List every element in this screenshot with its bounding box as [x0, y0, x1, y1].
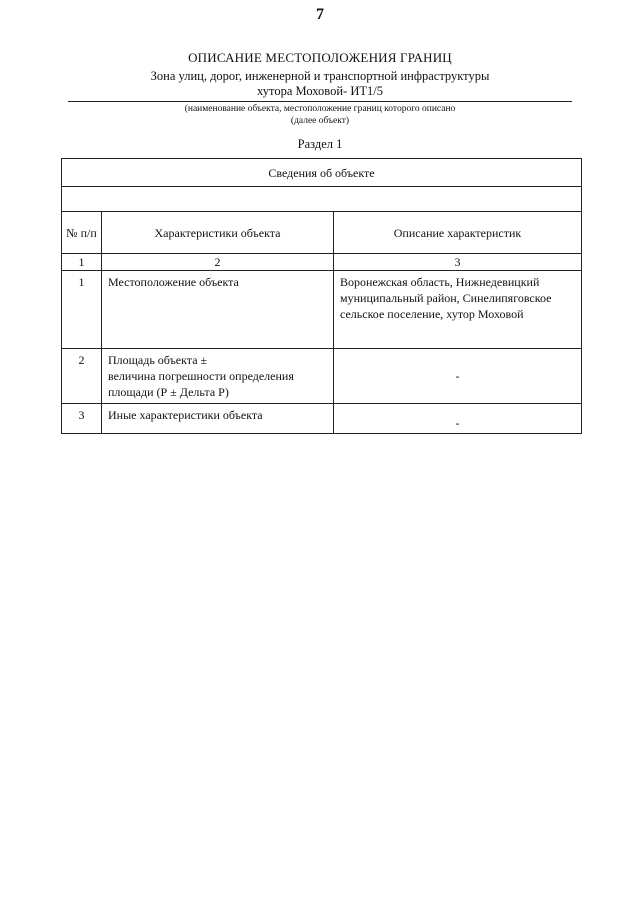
row-2-num: 2 — [78, 353, 85, 367]
underline-rule — [68, 101, 572, 102]
header-description: Описание характеристик — [334, 212, 582, 254]
object-name-caption — [0, 103, 640, 127]
row-2-characteristic-line-1: Площадь объекта ± — [108, 353, 208, 367]
row-2-characteristic-line-2: величина погрешности определения площади (Р ± Дельта Р) — [108, 369, 294, 399]
caption-line-1: (наименование объекта, местоположение границ которого описано — [184, 104, 456, 114]
object-name-line-2: хутора Моховой- ИТ1/5 — [257, 84, 383, 98]
object-name — [0, 69, 640, 99]
row-3-num: 3 — [78, 408, 85, 422]
row-1-description: Воронежская область, Нижнедевицкий муниципальный район, Синелипяговское сельское поселение, хутор Моховой — [340, 275, 552, 321]
section-heading: Раздел 1 — [297, 137, 343, 151]
row-2-description: - — [334, 349, 582, 404]
object-info-table — [61, 158, 582, 434]
table-row — [62, 404, 582, 434]
caption-line-2: (далее объект) — [290, 116, 350, 126]
row-1-num: 1 — [78, 275, 85, 289]
col-number-1: 1 — [62, 254, 102, 271]
page-number: 7 — [316, 6, 324, 23]
row-1-characteristic: Местоположение объекта — [108, 275, 239, 289]
col-number-2: 2 — [102, 254, 334, 271]
table-row — [62, 349, 582, 404]
row-3-characteristic: Иные характеристики объекта — [108, 408, 263, 422]
table-empty-row — [62, 187, 582, 212]
object-name-line-1: Зона улиц, дорог, инженерной и транспортной инфраструктуры — [150, 69, 490, 83]
table-title: Сведения об объекте — [62, 159, 582, 187]
row-2-characteristic — [102, 349, 333, 403]
table-row — [62, 271, 582, 349]
header-num: № п/п — [62, 212, 102, 254]
header-characteristics: Характеристики объекта — [102, 212, 334, 254]
row-3-description: - — [334, 404, 582, 434]
col-number-3: 3 — [334, 254, 582, 271]
document-title: ОПИСАНИЕ МЕСТОПОЛОЖЕНИЯ ГРАНИЦ — [188, 50, 452, 65]
